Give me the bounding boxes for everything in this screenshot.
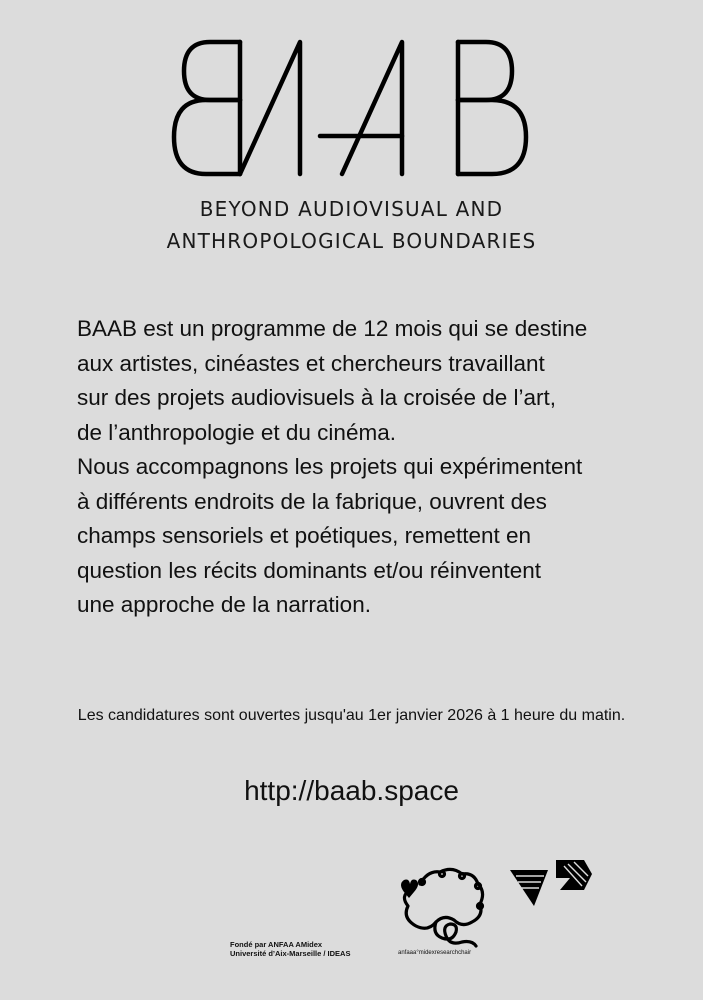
baab-logo (170, 38, 535, 178)
anfaaa-label: anfaaa°midexresearchchair (398, 950, 472, 956)
credit-line-1: Fondé par ANFAA AMidex (230, 940, 323, 949)
description-line: aux artistes, cinéastes et chercheurs travaillant (77, 350, 545, 376)
description-line: à différents endroits de la fabrique, ouvrent des (77, 488, 547, 514)
description-line: champs sensoriels et poétiques, remettent en (77, 523, 531, 548)
description-line: une approche de la narration. (77, 592, 371, 617)
website-url: http://baab.space (244, 775, 459, 806)
founder-credit (230, 940, 350, 958)
credit-line-2: Université d’Aix-Marseille / IDEAS (230, 949, 351, 958)
description-line: de l’anthropologie et du cinéma. (77, 419, 396, 445)
subtitle-line-2: ANTHROPOLOGICAL BOUNDARIES (166, 229, 537, 253)
anfaaa-logo (392, 862, 492, 950)
program-description (77, 312, 687, 623)
subtitle-line-1: BEYOND AUDIOVISUAL AND (199, 197, 504, 221)
amidex-logo (508, 856, 598, 912)
description-line: BAAB est un programme de 12 mois qui se destine (77, 316, 588, 341)
description-line: Nous accompagnons les projets qui expérimentent (77, 454, 583, 479)
description-line: sur des projets audiovisuels à la croisée de l’art, (77, 385, 556, 410)
description-line: question les récits dominants et/ou réinventent (77, 557, 542, 583)
application-deadline: Les candidatures sont ouvertes jusqu'au 1er janvier 2026 à 1 heure du matin. (77, 707, 626, 724)
